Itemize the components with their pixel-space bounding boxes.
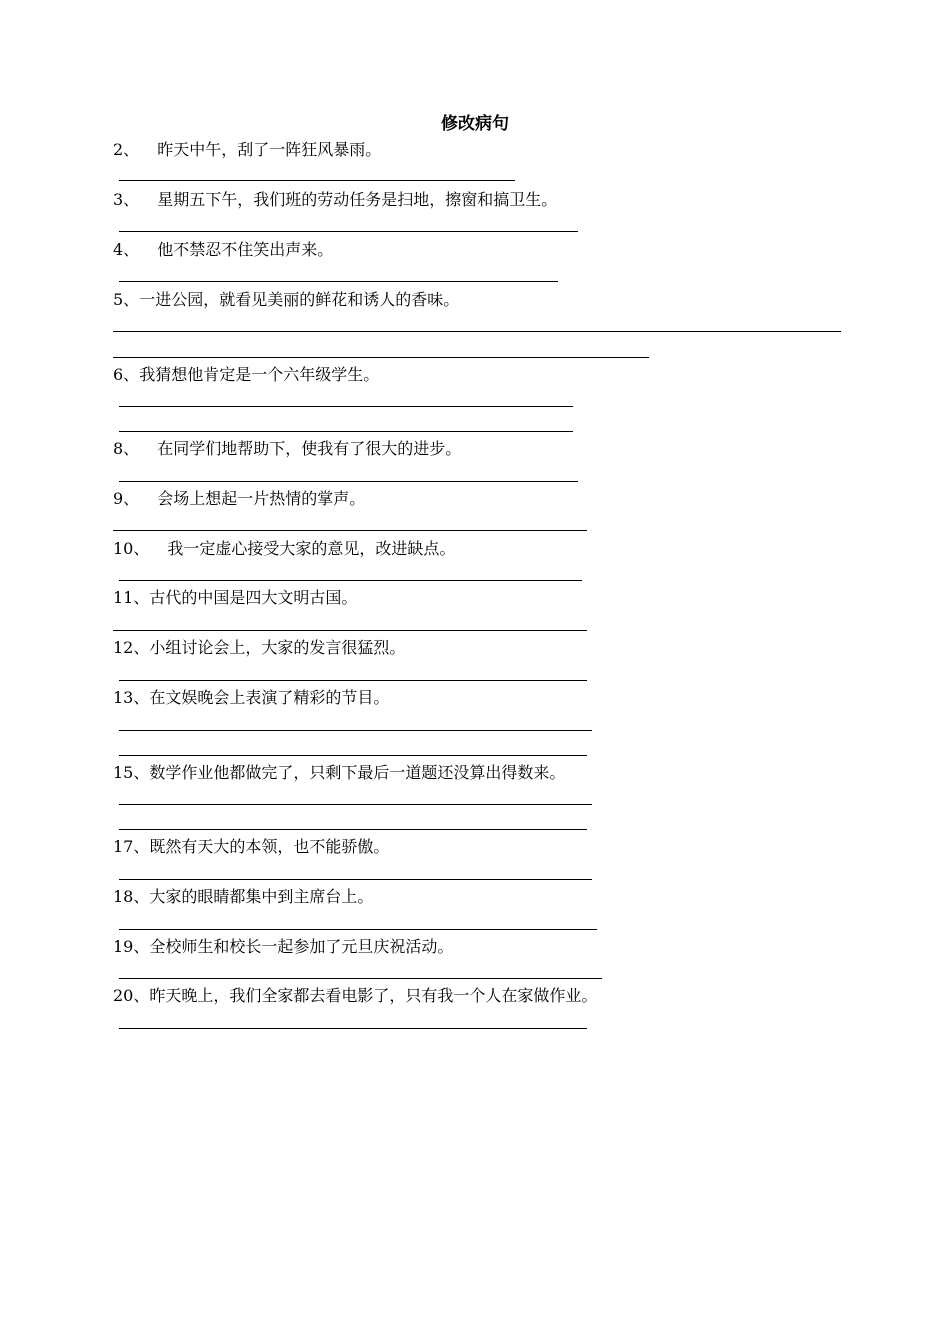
page-title: 修改病句 [441,114,509,134]
answer-line[interactable] [119,680,587,681]
question-10 [113,539,455,559]
answer-line[interactable] [119,978,602,979]
question-text: 昨天中午，刮了一阵狂风暴雨。 [157,140,382,159]
question-13 [113,688,389,708]
answer-line[interactable] [119,829,587,830]
question-number: 19、 [113,937,150,956]
question-19 [113,937,453,957]
question-text: 大家的眼睛都集中到主席台上。 [149,887,374,906]
question-number: 3、 [113,190,140,209]
answer-line[interactable] [119,281,558,282]
question-5 [113,290,459,310]
question-18 [113,887,373,907]
question-number: 17、 [113,837,150,856]
question-number: 20、 [113,986,150,1005]
question-17 [113,837,389,857]
answer-line[interactable] [119,929,597,930]
question-number: 13、 [113,688,150,707]
answer-line[interactable] [119,1028,587,1029]
question-6 [113,365,379,385]
question-text: 在同学们地帮助下，使我有了很大的进步。 [157,439,462,458]
question-text: 昨天晚上，我们全家都去看电影了，只有我一个人在家做作业。 [149,986,598,1005]
question-text: 我猜想他肯定是一个六年级学生。 [139,365,380,384]
answer-line[interactable] [119,180,515,181]
question-number: 9、 [113,489,140,508]
question-text: 全校师生和校长一起参加了元旦庆祝活动。 [149,937,454,956]
answer-line[interactable] [113,357,649,358]
answer-line[interactable] [119,481,578,482]
question-number: 11、 [113,588,150,607]
question-text: 既然有天大的本领，也不能骄傲。 [149,837,390,856]
question-2 [113,140,381,160]
question-number: 5、 [113,290,140,309]
answer-line[interactable] [119,755,587,756]
question-text: 小组讨论会上，大家的发言很猛烈。 [149,638,406,657]
answer-line[interactable] [119,879,592,880]
question-text: 星期五下午，我们班的劳动任务是扫地，擦窗和搞卫生。 [157,190,558,209]
answer-line[interactable] [119,804,592,805]
question-number: 8、 [113,439,140,458]
question-number: 6、 [113,365,140,384]
answer-line[interactable] [119,406,573,407]
answer-line[interactable] [119,580,582,581]
answer-line[interactable] [113,331,841,332]
question-11 [113,588,357,608]
question-number: 18、 [113,887,150,906]
answer-line[interactable] [119,231,578,232]
question-number: 12、 [113,638,150,657]
question-15 [113,763,565,783]
answer-line[interactable] [113,630,587,631]
question-number: 15、 [113,763,150,782]
question-text: 他不禁忍不住笑出声来。 [157,240,334,259]
question-20 [113,986,597,1006]
question-text: 古代的中国是四大文明古国。 [149,588,358,607]
question-number: 2、 [113,140,140,159]
question-text: 数学作业他都做完了，只剩下最后一道题还没算出得数来。 [149,763,566,782]
question-4 [113,240,333,260]
question-3 [113,190,557,210]
question-12 [113,638,405,658]
question-9 [113,489,365,509]
question-number: 10、 [113,539,150,558]
question-8 [113,439,461,459]
question-text: 在文娱晚会上表演了精彩的节目。 [149,688,390,707]
answer-line[interactable] [119,730,592,731]
question-text: 会场上想起一片热情的掌声。 [157,489,366,508]
answer-line[interactable] [113,530,587,531]
answer-line[interactable] [119,431,573,432]
question-number: 4、 [113,240,140,259]
question-text: 一进公园，就看见美丽的鲜花和诱人的香味。 [139,290,460,309]
question-text: 我一定虚心接受大家的意见，改进缺点。 [167,539,456,558]
